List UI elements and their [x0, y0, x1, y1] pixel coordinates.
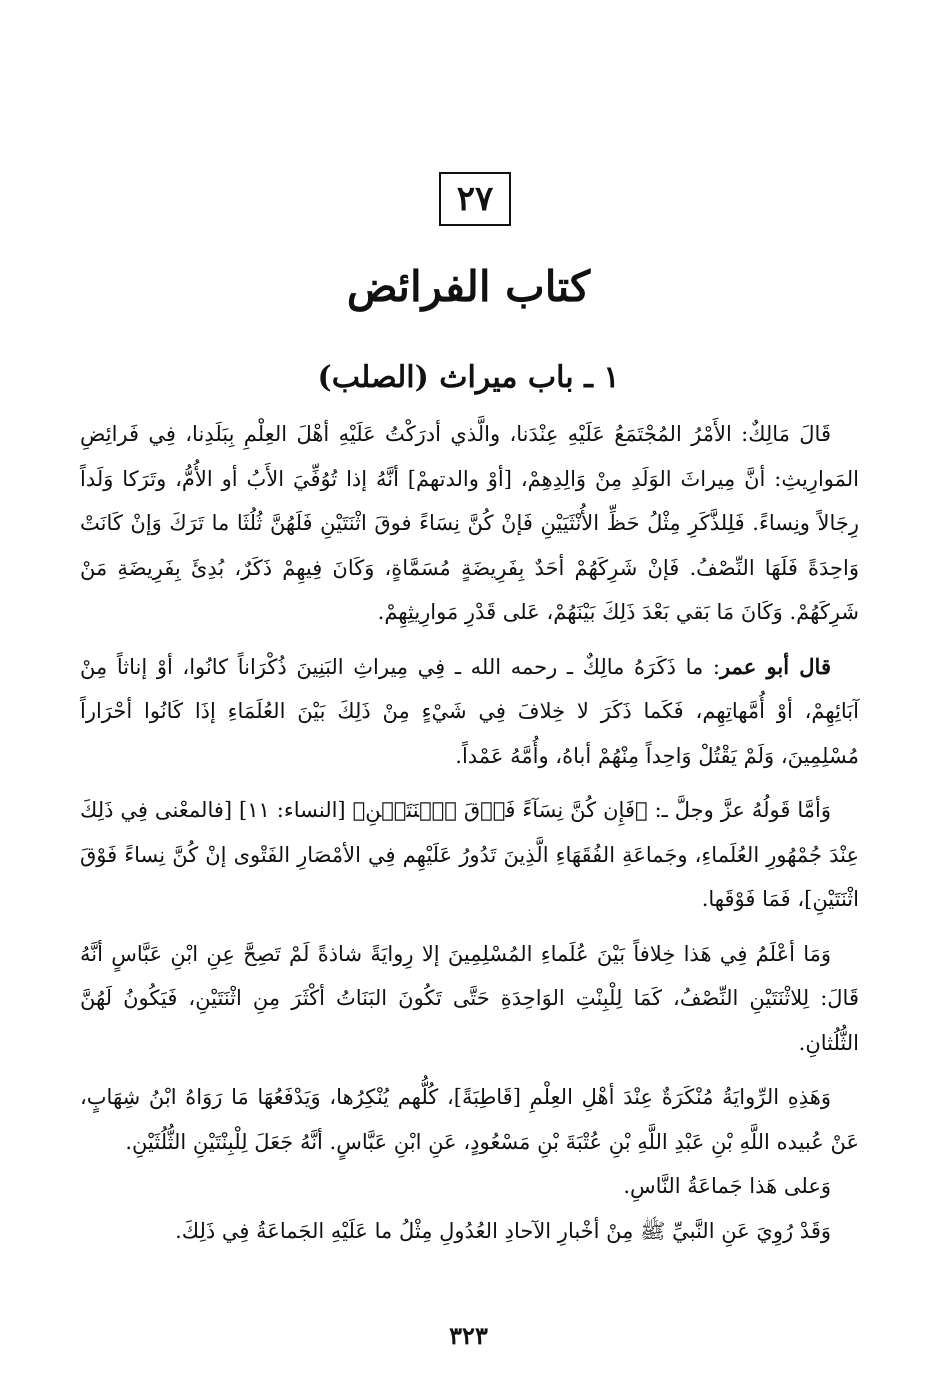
paragraph-text: وَأمَّا قَولُهُ عزَّ وجلَّ ـ: ﴿فَإِن كُنَّ نِسَآءً فَوۡقَ ٱثۡنَتَيۡنِ﴾ [النساء: ١١] [فالمعْنى فِي ذَلِكَ عِنْدَ جُمْهُورِ العُلَماءِ، وجَماعَةِ الفُقَهَاءِ الَّذِينَ تَدُورُ عَلَيْهِم فِي الأمْصَارِ الفَتْوى إنْ كُنَّ نِساءً فَوْقَ اثْنَتَيْنِ]، فَمَا فَوْقَها.	[80, 798, 859, 911]
page-number: ٣٢٣	[449, 1321, 488, 1350]
paragraph-text: وَمَا أعْلَمُ فِي هَذا خِلافاً بَيْنَ عُلَماءِ المُسْلِمِينَ إلا رِوايَةً شاذةً لَمْ تَصِحَّ عِنِ ابْنِ عَبَّاسٍ أنَّهُ قَالَ: لِلاثْنَتَيْنِ النِّصْفُ، كَمَا لِلْبِنْتِ الوَاحِدَةِ حَتَّى تَكُونَ البَنَاتُ أكْثَرَ مِنِ اثْنَتَيْنِ، فَيَكُونُ لَهُنَّ الثُّلُثانِ.	[80, 941, 859, 1055]
paragraph	[80, 788, 859, 922]
paragraph-speaker: قال أبو عمر	[719, 653, 831, 679]
chapter-number-box	[439, 172, 511, 226]
paragraph-text: قَالَ مَالِكٌ: الأَمْرُ المُجْتَمَعُ عَلَيْهِ عِنْدَنا، والَّذي أدرَكْتُ عَلَيْهِ أهْلَ العِلْمِ بِبَلَدِنا، فِي فَرائِضِ المَوارِيثِ: أنَّ مِيراثَ الوَلَدِ مِنْ وَالِدِهِمْ، [أوْ والدتهمْ] أنَّهُ إذا تُوُفِّيَ الأَبُ أو الأُمُّ، وتَرَكا وَلَداً رِجَالاً ونِساءً. فَلِلذَّكَرِ مِثْلُ حَظِّ الأُنْثَيَيْنِ فَإنْ كُنَّ نِسَاءً فوقَ اثْنَتَيْنِ فَلَهُنَّ ثُلُثَا ما تَرَكَ وَإنْ كَانَتْ وَاحِدَةً فَلَهَا النِّصْفُ. فَإنْ شَرِكَهُمْ أحَدٌ بِفَرِيضَةٍ مُسَمَّاةٍ، وَكَانَ فِيهِمْ ذَكَرٌ، بُدِئَ بِفَرِيضَةِ مَنْ شَرِكَهُمْ. وَكَانَ مَا بَقي بَعْدَ ذَلِكَ بَيْنَهُمْ، عَلى قَدْرِ مَوارِيثِهِمْ.	[80, 422, 859, 624]
paragraph	[80, 932, 859, 1066]
section-title: ١ ـ باب ميراث (الصلب)	[317, 360, 620, 395]
paragraph-text: وَقَدْ رُوِيَ عَنِ النَّبيِّ ﷺ مِنْ أخْبارِ الآحادِ العُدُولِ مِثْلُ ما عَلَيْهِ الجَماعَةُ فِي ذَلِكَ.	[175, 1218, 831, 1243]
paragraph-text: وَعلى هَذا جَماعَةُ النَّاسِ.	[623, 1174, 831, 1198]
paragraph-text: : ما ذَكَرَهُ مالِكٌ ـ رحمه الله ـ فِي مِيراثِ البَنِينَ ذُكْرَاناً كانُوا، أوْ إناثاً مِنْ آبَائِهِمْ، أوْ أُمَّهاتِهِم، فَكَما ذَكَرَ لا خِلافَ فِي شَيْءٍ مِنْ ذَلِكَ بَيْنَ العُلَمَاءِ إذَا كَانُوا أحْرَاراً مُسْلِمِينَ، وَلَمْ يَقْتُلْ وَاحِداً مِنْهُمْ أباهُ، وأُمَّهُ عَمْداً.	[80, 654, 859, 768]
book-title: كتاب الفرائض	[346, 262, 591, 311]
chapter-number: ٢٧	[456, 179, 494, 219]
paragraph	[80, 1164, 859, 1209]
paragraph-text: وَهَذِهِ الرِّوايَةُ مُنْكَرَةٌ عِنْدَ أهْلِ العِلْمِ [قَاطِبَةً]، كُلُّهم يُنْكِرُها، وَيَدْفَعُهَا مَا رَوَاهُ ابْنُ شِهَابٍ، عَنْ عُبيده اللَّهِ بْنِ عَبْدِ اللَّهِ بْنِ عُتْبَةَ بْنِ مَسْعُودٍ، عَنِ ابْنِ عَبَّاسٍ. أنَّهُ جَعَلَ لِلْبِنْتَيْنِ الثُّلُثَيْنِ.	[80, 1085, 859, 1154]
paragraph	[80, 412, 859, 635]
paragraph	[80, 1209, 859, 1254]
paragraph	[80, 645, 859, 779]
paragraph	[80, 1075, 859, 1164]
body-text	[80, 412, 859, 1253]
